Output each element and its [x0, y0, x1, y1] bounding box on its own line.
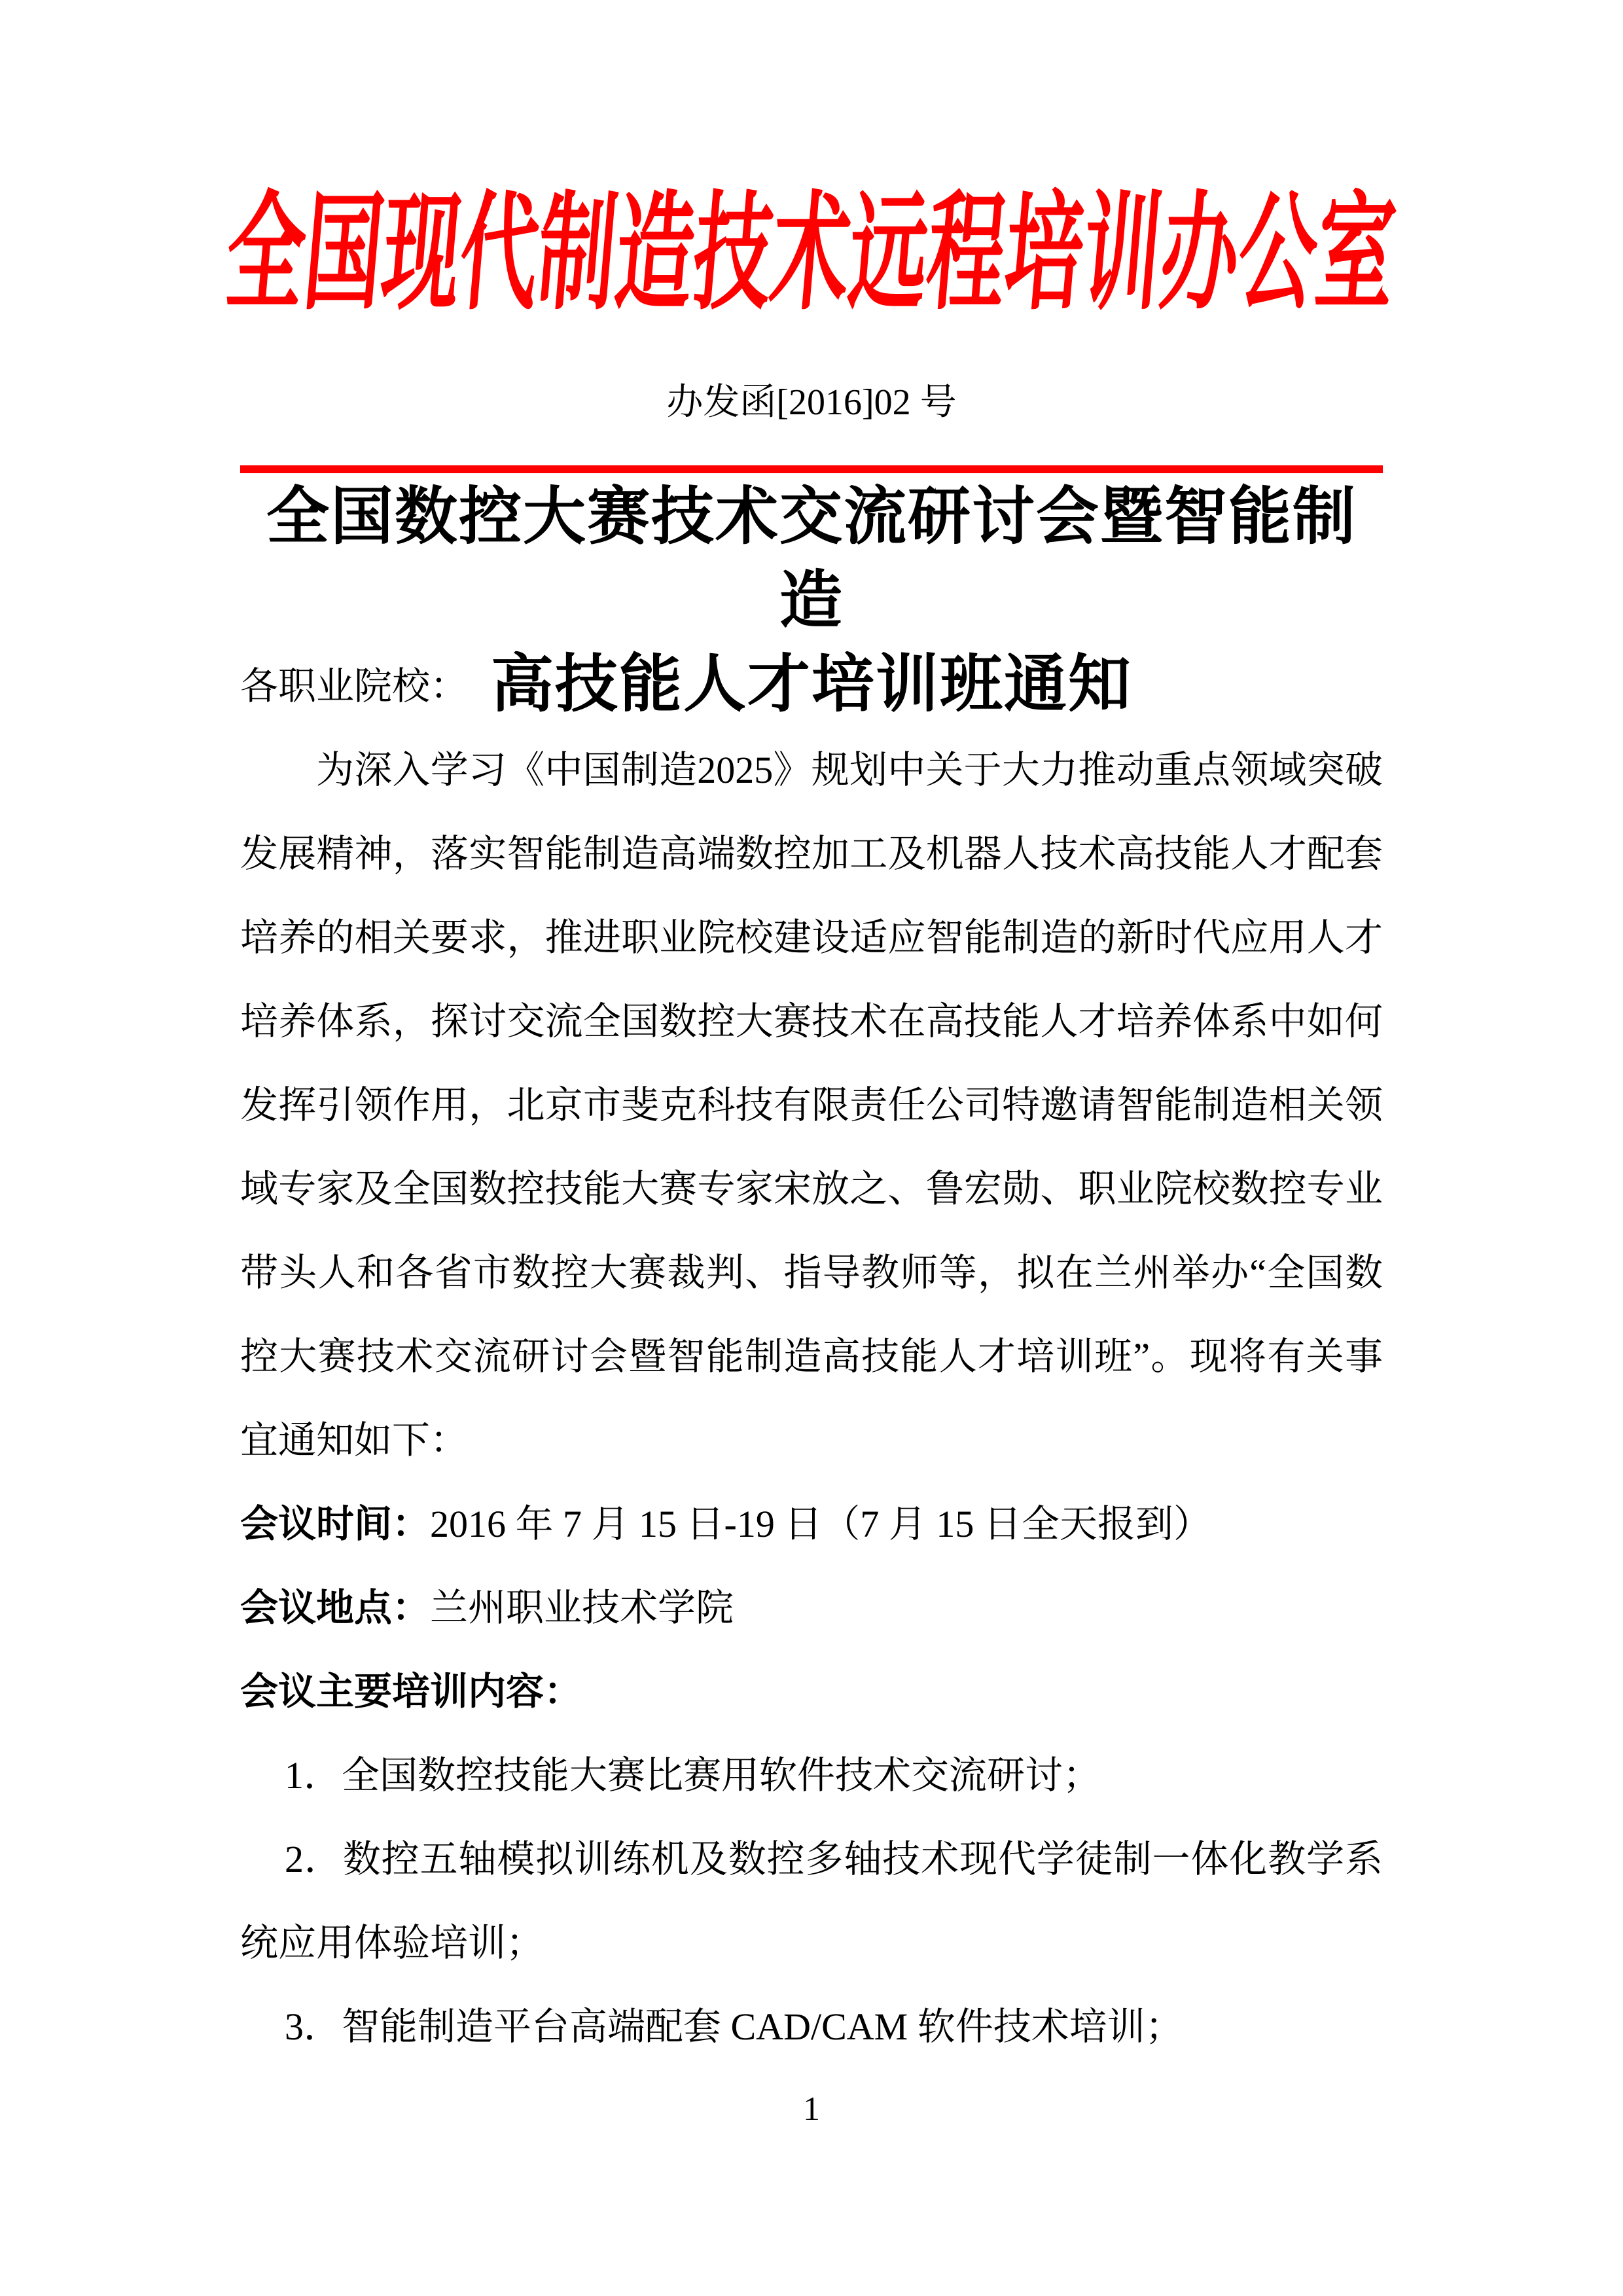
body-line-text: 发挥引领作用，北京市斐克科技有限责任公司特邀请智能制造相关领: [240, 1084, 1383, 1126]
body-line-label: 会议时间：: [240, 1503, 431, 1545]
body-line-label: 会议地点：: [240, 1587, 431, 1629]
body-line: [240, 1147, 1383, 1231]
red-divider: [240, 465, 1383, 473]
body-line: [240, 1566, 1383, 1650]
body-line: [240, 645, 1383, 728]
body-line: [240, 896, 1383, 980]
body-line: [240, 728, 1383, 812]
body-line-text: 发展精神，落实智能制造高端数控加工及机器人技术高技能人才配套: [240, 833, 1383, 875]
body-line-text: 为深入学习《中国制造2025》规划中关于大力推动重点领域突破: [316, 749, 1383, 791]
header-title-text: 全国现代制造技术远程培训办公室: [220, 184, 1400, 325]
body-line-text: 3．智能制造平台高端配套 CAD/CAM 软件技术培训；: [285, 2005, 1183, 2048]
body-line-text: 控大赛技术交流研讨会暨智能制造高技能人才培训班”。现将有关事: [240, 1335, 1383, 1378]
body-line: [240, 1399, 1383, 1482]
notice-title-line2: 高技能人才培训班通知: [491, 649, 1132, 719]
body-line-text: 培养的相关要求，推进职业院校建设适应智能制造的新时代应用人才: [240, 916, 1383, 959]
body-line-text: 培养体系，探讨交流全国数控大赛技术在高技能人才培养体系中如何: [240, 1000, 1383, 1043]
body-line: [240, 1650, 1383, 1734]
body-text: [240, 645, 1383, 2069]
body-line: [240, 1231, 1383, 1315]
body-line: [240, 1734, 1383, 1818]
body-line-text: 统应用体验培训；: [240, 1922, 544, 1964]
body-line-text: 带头人和各省市数控大赛裁判、指导教师等，拟在兰州举办“全国数: [240, 1251, 1383, 1294]
body-line-text: 宜通知如下：: [240, 1419, 469, 1462]
doc-number: 办发函[2016]02 号: [666, 382, 957, 423]
header-title: [0, 160, 1623, 324]
body-line: [240, 1482, 1383, 1566]
page-number: 1: [803, 2090, 820, 2128]
body-line-text: 各职业院校：: [240, 665, 469, 708]
body-line-text: 1．全国数控技能大赛比赛用软件技术交流研讨；: [285, 1754, 1101, 1797]
body-line: [240, 1064, 1383, 1147]
body-line: [240, 1315, 1383, 1399]
body-line: [240, 812, 1383, 896]
body-line: [240, 980, 1383, 1064]
body-line: [240, 1818, 1383, 1901]
body-line-text: 域专家及全国数控技能大赛专家宋放之、鲁宏勋、职业院校数控专业: [240, 1168, 1383, 1210]
body-line-text: 兰州职业技术学院: [430, 1587, 734, 1629]
body-line-text: 2016 年 7 月 15 日-19 日（7 月 15 日全天报到）: [430, 1503, 1211, 1545]
notice-title-line1: 全国数控大赛技术交流研讨会暨智能制造: [266, 482, 1357, 636]
body-line: [240, 1985, 1383, 2069]
body-line: [240, 1901, 1383, 1985]
body-line-label: 会议主要培训内容：: [240, 1670, 582, 1713]
body-line-text: 2．数控五轴模拟训练机及数控多轴技术现代学徒制一体化教学系: [285, 1838, 1383, 1880]
